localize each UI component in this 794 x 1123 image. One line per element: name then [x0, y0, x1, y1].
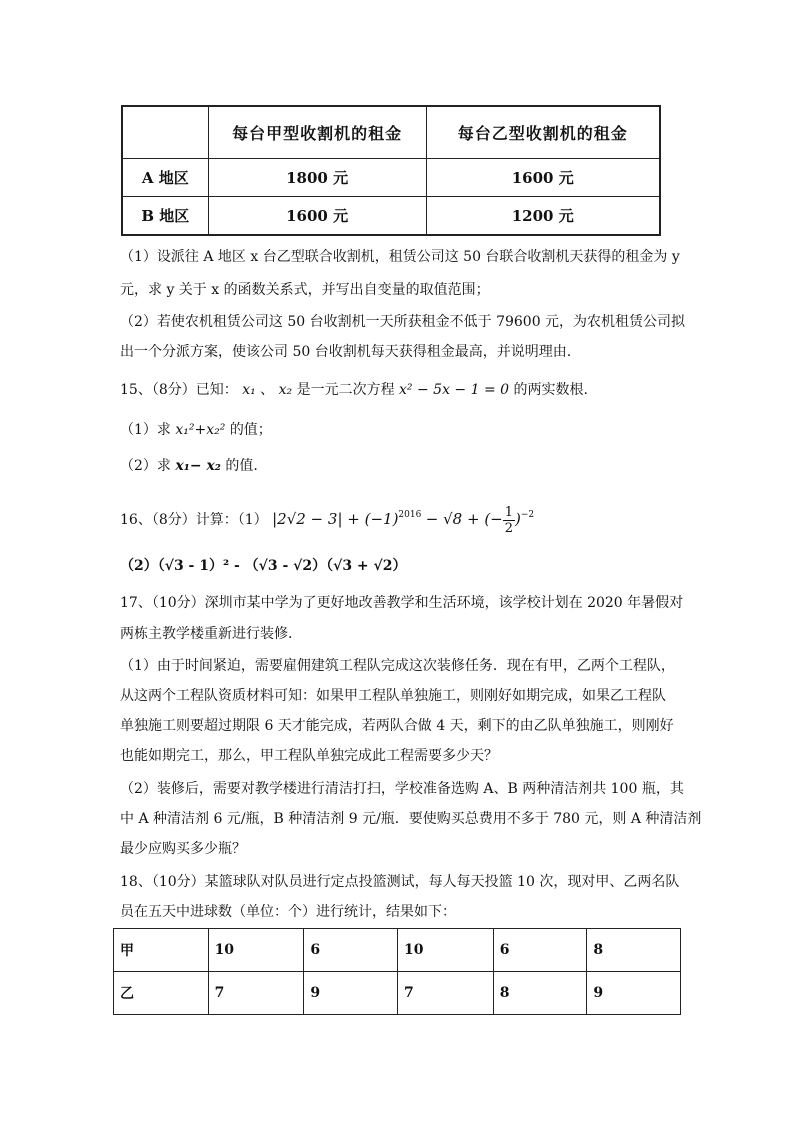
q17-line2: 两栋主教学楼重新进行装修.	[120, 626, 293, 642]
q16-expr-part3: )	[515, 510, 521, 528]
rent-table-header-cell	[122, 106, 208, 159]
q15-part2-prefix: （2）求	[120, 458, 171, 474]
q15-equation: x² − 5x − 1 = 0	[399, 382, 510, 398]
q15-x2: x₂	[278, 382, 293, 398]
rent-table-cell: B 地区	[122, 197, 208, 236]
rent-table	[121, 105, 661, 236]
rent-table-row	[122, 197, 660, 236]
q14-part1-line1: （1）设派往 A 地区 x 台乙型联合收割机，租赁公司这 50 台联合收割机天获得的租金为 y	[120, 249, 680, 265]
q16-frac-den: 2	[504, 520, 514, 536]
q15-mid: 是一元二次方程	[296, 382, 395, 398]
rent-table-row	[122, 159, 660, 197]
q15-part2	[120, 456, 258, 476]
q17-part1-line2: 从这两个工程队资质材料可知：如果甲工程队单独施工，则刚好如期完成，如果乙工程队	[120, 688, 666, 704]
rent-table-header-cell: 每台乙型收割机的租金	[426, 106, 660, 159]
q15-part1	[120, 420, 272, 440]
q16-frac-num: 1	[504, 504, 514, 520]
q15-part1-prefix: （1）求	[120, 422, 171, 438]
q17-part1-line4: 也能如期完工，那么，甲工程队单独完成此工程需要多少天？	[120, 748, 498, 764]
score-table-cell: 9	[587, 972, 681, 1015]
q15-part1-expr: x₁²+x₂²	[175, 422, 226, 438]
q16-fraction	[503, 505, 515, 536]
score-table-row	[114, 972, 681, 1015]
q15-part2-suffix: 的值.	[225, 458, 258, 474]
q14-part2-line1: （2）若使农机租赁公司这 50 台收割机一天所获租金不低于 79600 元，为农机租赁公司拟	[120, 314, 686, 330]
rent-table-header-cell: 每台甲型收割机的租金	[208, 106, 426, 159]
score-table-cell: 10	[208, 929, 304, 972]
rent-table-cell: 1200 元	[426, 197, 660, 236]
score-table-cell: 8	[493, 972, 587, 1015]
rent-table-header-row	[122, 106, 660, 159]
score-table-cell: 7	[208, 972, 304, 1015]
score-table-cell: 6	[493, 929, 587, 972]
q16-stem	[120, 501, 534, 540]
rent-table-cell: 1600 元	[426, 159, 660, 197]
q15-sep: 、	[260, 382, 275, 398]
rent-table-cell: 1800 元	[208, 159, 426, 197]
q16-prefix: 16、（8分）计算：（1）	[120, 512, 268, 528]
score-table-cell: 甲	[114, 929, 209, 972]
score-table-cell: 6	[304, 929, 398, 972]
q17-part2-line3: 最少应购买多少瓶？	[120, 841, 246, 857]
q14-part2-line2: 出一个分派方案，使该公司 50 台收割机每天获得租金最高，并说明理由.	[120, 344, 572, 360]
score-table-cell: 7	[397, 972, 493, 1015]
q16-exp2: −2	[520, 510, 535, 520]
q15-prefix: 15、（8分）已知：	[120, 382, 238, 398]
score-table-cell: 9	[304, 972, 398, 1015]
q15-stem	[120, 380, 588, 400]
q17-line1: 17、（10分）深圳市某中学为了更好地改善教学和生活环境，该学校计划在 2020 年暑假对	[120, 595, 684, 611]
q17-part1-line1: （1）由于时间紧迫，需要雇佣建筑工程队完成这次装修任务．现在有甲，乙两个工程队，	[120, 658, 675, 674]
q17-part1-line3: 单独施工则要超过期限 6 天才能完成，若两队合做 4 天，剩下的由乙队单独施工，则刚好	[120, 718, 674, 734]
q14-part1-line2: 元，求 y 关于 x 的函数关系式，并写出自变量的取值范围；	[120, 282, 490, 298]
score-table-cell: 8	[587, 929, 681, 972]
q15-x1: x₁	[242, 382, 256, 398]
score-table-cell: 10	[397, 929, 493, 972]
q17-part2-line1: （2）装修后，需要对教学楼进行清洁打扫，学校准备选购 A、B 两种清洁剂共 100 瓶，其	[120, 781, 684, 797]
q16-expr-part2: − √8 + (−	[425, 510, 503, 528]
rent-table-cell: A 地区	[122, 159, 208, 197]
q16-expr-part1: |2√2 − 3| + (−1)	[272, 510, 399, 528]
q16-part2: （2）（√3 - 1）² - （√3 - √2）（√3 + √2）	[120, 558, 407, 574]
q15-part2-expr: x₁− x₂	[175, 458, 221, 474]
score-table	[113, 928, 681, 1015]
q18-line1: 18、（10分）某篮球队对队员进行定点投篮测试，每人每天投篮 10 次，现对甲、乙两名队	[120, 874, 680, 890]
q18-line2: 员在五天中进球数（单位：个）进行统计，结果如下：	[120, 904, 456, 920]
score-table-row	[114, 929, 681, 972]
rent-table-cell: 1600 元	[208, 197, 426, 236]
q17-part2-line2: 中 A 种清洁剂 6 元/瓶，B 种清洁剂 9 元/瓶．要使购买总费用不多于 780 元，则 A 种清洁剂	[120, 811, 702, 827]
score-table-cell: 乙	[114, 972, 209, 1015]
q16-exp1: 2016	[398, 510, 422, 520]
q15-suffix: 的两实数根.	[513, 382, 588, 398]
q15-part1-suffix: 的值；	[229, 422, 272, 438]
